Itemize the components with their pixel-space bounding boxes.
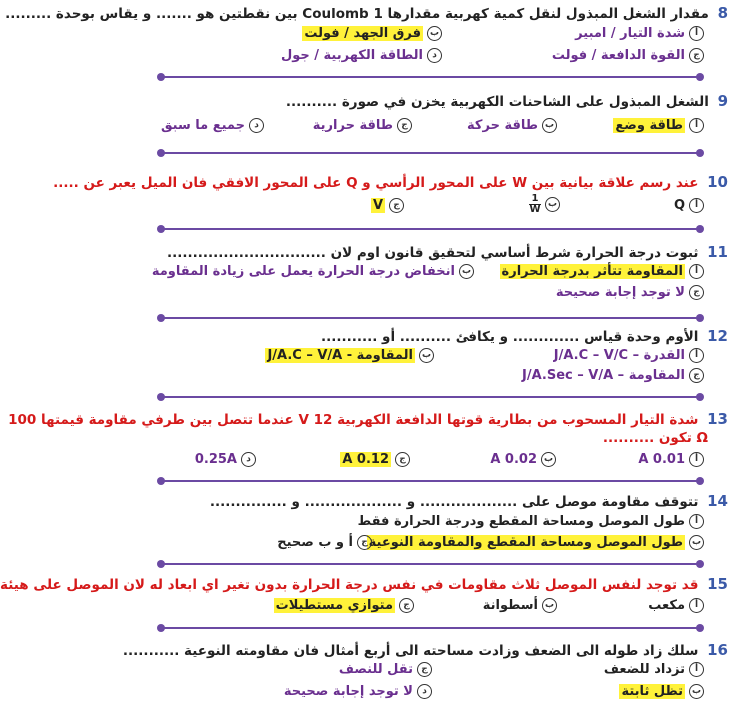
- option-marker-icon: ج: [397, 118, 412, 133]
- option-c[interactable]: [371, 198, 404, 213]
- option-a[interactable]: [613, 118, 704, 133]
- option-label: تقل للنصف: [338, 662, 413, 677]
- option-d[interactable]: [284, 684, 432, 699]
- question-number: 13: [707, 410, 728, 428]
- option-a[interactable]: [575, 26, 704, 41]
- option-marker-icon: د: [241, 452, 256, 467]
- question-text-line2: Ω تكون ..........: [602, 430, 708, 446]
- divider: [163, 396, 698, 398]
- option-label: 0.01 A: [638, 452, 685, 467]
- option-label: 0.02 A: [490, 452, 537, 467]
- question-11: [135, 243, 728, 261]
- question-15: [0, 575, 728, 593]
- option-label: طاقة حركة: [467, 118, 538, 133]
- option-marker-icon: ج: [399, 598, 414, 613]
- option-label: جميع ما سبق: [160, 118, 245, 133]
- option-label: انخفاض درجة الحرارة يعمل على زيادة المقاومة: [151, 264, 455, 279]
- question-text: مقدار الشغل المبذول لنقل كمية كهربية مقدارها 1 Coulomb بين نقطتين هو ....... و يقاس بوحدة .........: [5, 6, 709, 22]
- option-b[interactable]: [529, 194, 560, 215]
- option-c[interactable]: [522, 368, 704, 383]
- divider: [163, 627, 698, 629]
- option-label: طول الموصل ومساحة المقطع والمقاومة النوعية: [368, 535, 683, 550]
- option-label: أ و ب صحيح: [277, 535, 353, 550]
- question-8: [5, 4, 728, 22]
- question-text: سلك زاد طوله الى الضعف وزادت مساحته الى أربع أمثال فان مقاومته النوعية ...........: [122, 643, 699, 659]
- option-a[interactable]: [500, 264, 704, 279]
- option-marker-icon: ب: [427, 26, 442, 41]
- option-marker-icon: أ: [689, 118, 704, 133]
- option-d[interactable]: [161, 118, 264, 133]
- option-b[interactable]: [619, 684, 704, 699]
- question-12: [135, 327, 728, 345]
- option-marker-icon: أ: [689, 348, 704, 363]
- option-marker-icon: ج: [417, 662, 432, 677]
- option-marker-icon: د: [249, 118, 264, 133]
- option-label: الطاقة الكهربية / جول: [280, 48, 423, 63]
- option-marker-icon: ج: [689, 368, 704, 383]
- option-b[interactable]: [490, 452, 556, 467]
- divider: [163, 480, 698, 482]
- option-marker-icon: ب: [545, 197, 560, 212]
- option-d[interactable]: [281, 48, 442, 63]
- option-b[interactable]: [467, 118, 557, 133]
- option-marker-icon: أ: [689, 26, 704, 41]
- option-label: متوازي مستطيلات: [275, 598, 393, 613]
- option-a[interactable]: [604, 662, 704, 677]
- option-label: القوة الدافعة / فولت: [551, 48, 685, 63]
- option-label: لا توجد إجابة صحيحة: [283, 684, 413, 699]
- option-a[interactable]: [358, 514, 704, 529]
- option-c[interactable]: [552, 48, 704, 63]
- question-text: ثبوت درجة الحرارة شرط أساسي لتحقيق قانون اوم لان ...............................: [166, 245, 699, 261]
- option-marker-icon: د: [427, 48, 442, 63]
- option-label: طاقة وضع: [615, 118, 683, 133]
- divider: [163, 152, 698, 154]
- option-a[interactable]: [638, 452, 704, 467]
- option-marker-icon: ج: [389, 198, 404, 213]
- question-16: [122, 641, 728, 659]
- option-c[interactable]: [556, 285, 704, 300]
- question-9: [135, 92, 728, 110]
- fraction: [529, 194, 541, 215]
- divider: [163, 563, 698, 565]
- option-label: شدة التيار / امبير: [575, 26, 685, 41]
- question-number: 10: [707, 173, 728, 191]
- option-marker-icon: ب: [542, 118, 557, 133]
- option-label: المقاومة – J/A.Sec – V/A: [522, 368, 685, 383]
- question-text: الشغل المبذول على الشاحنات الكهربية يخزن في صورة ..........: [285, 94, 709, 110]
- option-label: طول الموصل ومساحة المقطع ودرجة الحرارة فقط: [357, 514, 685, 529]
- question-number: 8: [717, 4, 728, 22]
- divider: [163, 317, 698, 319]
- option-marker-icon: ج: [357, 535, 372, 550]
- option-d[interactable]: [195, 452, 256, 467]
- option-label: تظل ثابتة: [621, 684, 683, 699]
- option-a[interactable]: [648, 598, 704, 613]
- option-label: فرق الجهد / فولت: [304, 26, 421, 41]
- option-marker-icon: أ: [689, 452, 704, 467]
- option-label: طاقة حرارية: [312, 118, 393, 133]
- question-number: 15: [707, 575, 728, 593]
- question-number: 16: [707, 641, 728, 659]
- question-14: [135, 492, 728, 510]
- option-label: لا توجد إجابة صحيحة: [555, 285, 685, 300]
- option-label: 0.12 A: [342, 452, 389, 467]
- option-marker-icon: ب: [459, 264, 474, 279]
- option-c[interactable]: [339, 662, 432, 677]
- option-label: المقاومة تتأثر بدرجة الحرارة: [501, 264, 683, 279]
- question-13-line2: [135, 430, 708, 446]
- option-marker-icon: أ: [689, 514, 704, 529]
- question-text-line1: شدة التيار المسحوب من بطارية قوتها الدافعة الكهربية 12 V عندما تتصل بين طرفي مقاومة قيمتها 100: [8, 412, 699, 428]
- option-b[interactable]: [152, 264, 474, 279]
- option-c[interactable]: [277, 535, 372, 550]
- fraction-denominator: W: [529, 204, 541, 215]
- option-marker-icon: أ: [689, 198, 704, 213]
- divider: [163, 76, 698, 78]
- option-b[interactable]: [265, 348, 434, 363]
- option-marker-icon: د: [417, 684, 432, 699]
- option-marker-icon: أ: [689, 598, 704, 613]
- fraction-numerator: 1: [531, 193, 539, 204]
- option-b[interactable]: [483, 598, 557, 613]
- option-marker-icon: أ: [689, 264, 704, 279]
- option-marker-icon: ب: [419, 348, 434, 363]
- option-marker-icon: ج: [689, 48, 704, 63]
- option-marker-icon: أ: [689, 662, 704, 677]
- option-marker-icon: ب: [541, 452, 556, 467]
- question-13: [8, 410, 728, 428]
- question-number: 14: [707, 492, 728, 510]
- question-text: تتوقف مقاومة موصل على ................... و ................... و ...............: [209, 494, 699, 510]
- option-marker-icon: ج: [395, 452, 410, 467]
- option-b[interactable]: [302, 26, 442, 41]
- question-number: 9: [717, 92, 728, 110]
- question-text: قد توجد لنفس الموصل ثلاث مقاومات في نفس درجة الحرارة بدون تغير اي ابعاد له لان الموصل على هيئة: [0, 577, 699, 593]
- option-marker-icon: ب: [689, 684, 704, 699]
- option-label: 0.25A: [194, 452, 237, 467]
- option-marker-icon: ج: [689, 285, 704, 300]
- option-label: المقاومة - J/A.C – V/A: [267, 348, 413, 363]
- question-text: الأوم وحدة قياس ............. و يكافئ .......... أو ...........: [320, 329, 699, 345]
- option-c[interactable]: [340, 452, 410, 467]
- option-label: V: [372, 198, 383, 213]
- option-label: مكعب: [648, 598, 685, 613]
- option-label: القدرة – J/A.C – V/C: [553, 348, 685, 363]
- option-c[interactable]: [313, 118, 412, 133]
- question-10: [53, 173, 728, 191]
- question-text: عند رسم علاقة بيانية بين W على المحور الرأسي و Q على المحور الافقي فان الميل يعبر عن .....: [53, 175, 699, 191]
- question-number: 12: [707, 327, 728, 345]
- option-b[interactable]: [367, 535, 704, 550]
- option-label: تزداد للضعف: [603, 662, 685, 677]
- option-c[interactable]: [274, 598, 414, 613]
- option-label: Q: [673, 198, 685, 213]
- question-number: 11: [707, 243, 728, 261]
- option-a[interactable]: [554, 348, 704, 363]
- option-marker-icon: ب: [542, 598, 557, 613]
- divider: [163, 228, 698, 230]
- option-a[interactable]: [674, 198, 704, 213]
- option-marker-icon: ب: [689, 535, 704, 550]
- option-label: أسطوانة: [482, 598, 538, 613]
